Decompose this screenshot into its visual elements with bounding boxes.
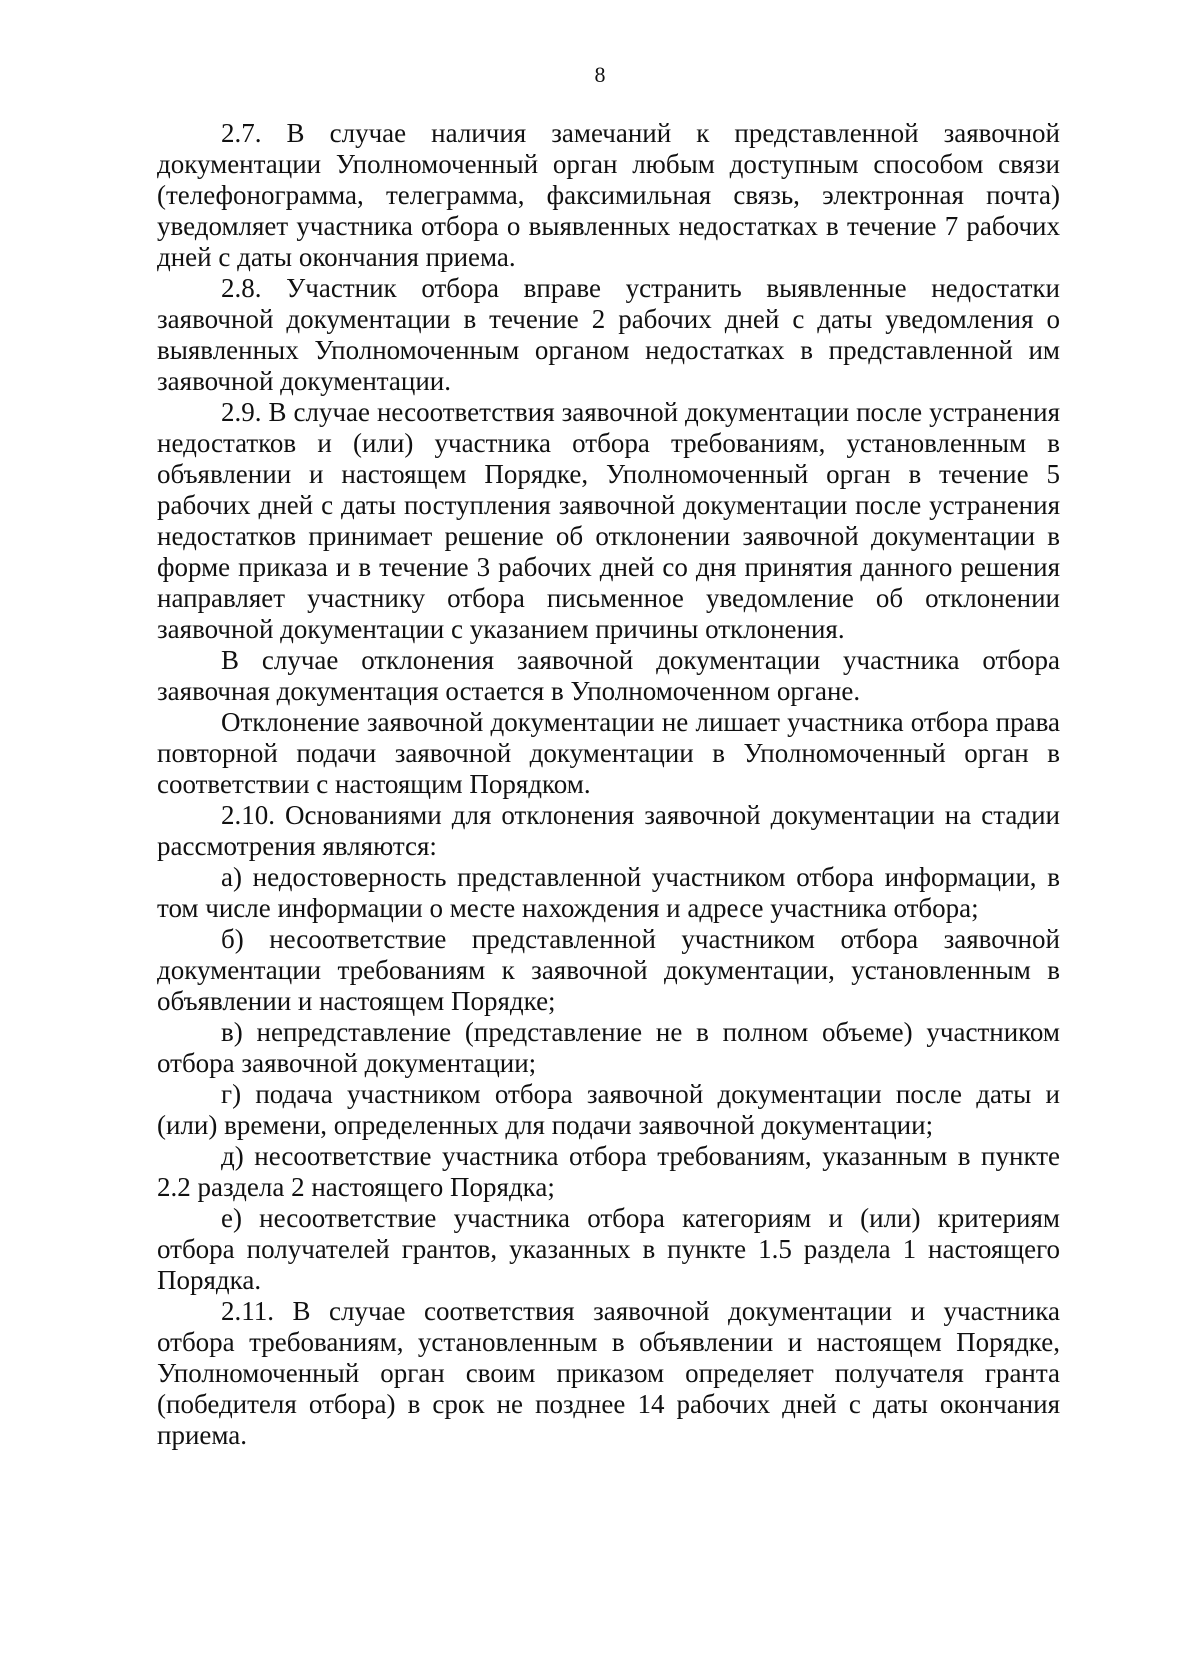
list-item-e: е) несоответствие участника отбора категориям и (или) критериям отбора получателей грантов, указанных в пункте 1.5 раздела 1 настоящего Порядка. — [157, 1203, 1060, 1295]
paragraph-2-10: 2.10. Основаниями для отклонения заявочной документации на стадии рассмотрения являются: — [157, 800, 1060, 861]
paragraph-2-7: 2.7. В случае наличия замечаний к представленной заявочной документации Уполномоченный орган любым доступным способом связи (телефонограмма, телеграмма, факсимильная связь, электронная почта) уведомляет участника отбора о выявленных недостатках в течение 7 рабочих дней с даты окончания приема. — [157, 118, 1060, 272]
list-item-a: а) недостоверность представленной участником отбора информации, в том числе информации о месте нахождения и адресе участника отбора; — [157, 862, 1060, 923]
page-number: 8 — [594, 62, 606, 87]
paragraph-2-11: 2.11. В случае соответствия заявочной документации и участника отбора требованиям, установленным в объявлении и настоящем Порядке, Уполномоченный орган своим приказом определяет получателя гранта (победителя отбора) в срок не позднее 14 рабочих дней с даты окончания приема. — [157, 1296, 1060, 1450]
document-body — [157, 118, 1060, 1451]
paragraph-2-9: 2.9. В случае несоответствия заявочной документации после устранения недостатков и (или) участника отбора требованиям, установленным в объявлении и настоящем Порядке, Уполномоченный орган в течение 5 рабочих дней с даты поступления заявочной документации после устранения недостатков принимает решение об отклонении заявочной документации в форме приказа и в течение 3 рабочих дней со дня принятия данного решения направляет участнику отбора письменное уведомление об отклонении заявочной документации с указанием причины отклонения. — [157, 397, 1060, 644]
paragraph-rejection-retention: В случае отклонения заявочной документации участника отбора заявочная документация остается в Уполномоченном органе. — [157, 645, 1060, 706]
list-item-v: в) непредставление (представление не в полном объеме) участником отбора заявочной документации; — [157, 1017, 1060, 1078]
list-item-g: г) подача участником отбора заявочной документации после даты и (или) времени, определенных для подачи заявочной документации; — [157, 1079, 1060, 1140]
list-item-d: д) несоответствие участника отбора требованиям, указанным в пункте 2.2 раздела 2 настоящего Порядка; — [157, 1141, 1060, 1202]
paragraph-2-8: 2.8. Участник отбора вправе устранить выявленные недостатки заявочной документации в течение 2 рабочих дней с даты уведомления о выявленных Уполномоченным органом недостатках в представленной им заявочной документации. — [157, 273, 1060, 396]
list-item-b: б) несоответствие представленной участником отбора заявочной документации требованиям к заявочной документации, установленным в объявлении и настоящем Порядке; — [157, 924, 1060, 1016]
paragraph-resubmission-right: Отклонение заявочной документации не лишает участника отбора права повторной подачи заявочной документации в Уполномоченный орган в соответствии с настоящим Порядком. — [157, 707, 1060, 799]
